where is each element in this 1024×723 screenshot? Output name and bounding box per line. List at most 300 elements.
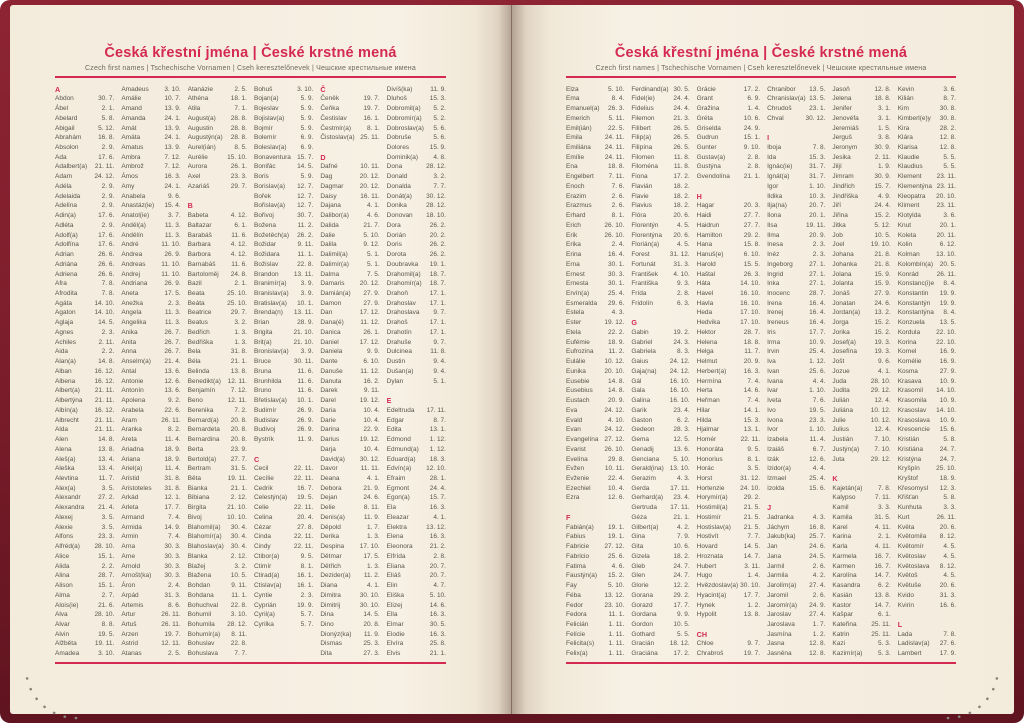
entry-date: 26. 7. (164, 328, 181, 336)
entry-name: Bořislav(a) (253, 202, 286, 210)
name-entry (566, 143, 624, 153)
entry-name: Koleta (897, 231, 917, 239)
name-entry (631, 377, 689, 387)
entry-date: 24. 1. (164, 182, 181, 190)
entry-name: Diana (320, 582, 338, 590)
entry-date: 14. 9. (164, 523, 181, 531)
name-entry (631, 357, 689, 367)
entry-name: Eufémie (566, 338, 590, 346)
name-entry (121, 581, 180, 591)
entry-date: 21. 1. (673, 513, 690, 521)
name-entry (121, 484, 180, 494)
entry-name: Blahomil(a) (187, 523, 221, 531)
entry-date: 21. 1. (429, 650, 446, 658)
entry-name: Darie (320, 416, 336, 424)
name-entry (55, 649, 114, 659)
entry-name: Apolena (121, 397, 146, 405)
entry-date: 27. 1. (809, 280, 826, 288)
entry-date: 20. 3. (743, 202, 761, 210)
entry-name: Hugo (696, 572, 713, 580)
entry-name: Gorazd (631, 601, 653, 609)
name-entry (121, 445, 180, 455)
entry-date: 16. 4. (809, 299, 826, 307)
entry-name: Ida (767, 153, 777, 161)
name-entry (55, 396, 114, 406)
name-entry (188, 289, 247, 299)
entry-name: Adelaida (55, 192, 81, 200)
entry-date: 5. 12. (98, 124, 115, 132)
entry-name: Hektor (696, 328, 716, 336)
name-entry (121, 406, 180, 416)
entry-name: Hagar (696, 202, 715, 210)
entry-name: Ezra (566, 494, 580, 502)
name-entry (832, 562, 890, 572)
entry-date: 1. 11. (608, 620, 625, 628)
entry-date: 11. 2. (363, 572, 380, 580)
entry-name: Bohuslav (187, 640, 215, 648)
entry-name: Gerald(ina) (631, 465, 664, 473)
name-entry (697, 601, 760, 611)
entry-name: Edmund(a) (386, 445, 419, 453)
entry-date: 29. 2. (743, 231, 761, 239)
entry-date: 7. 10. (874, 445, 891, 453)
entry-name: Bohuš (253, 85, 273, 93)
name-entry (631, 240, 689, 250)
entry-date: 6. 2. (676, 416, 690, 424)
entry-date: 5. 8. (943, 494, 956, 502)
entry-date: 28. 10. (94, 543, 115, 551)
entry-date: 7. 8. (878, 484, 891, 492)
entry-name: Gabriel (631, 338, 653, 346)
entry-name: Hynek (696, 601, 716, 609)
name-entry (121, 523, 180, 533)
entry-name: Krasomila (897, 397, 927, 405)
entry-name: Brenda(n) (253, 309, 283, 317)
entry-date: 5. 9. (300, 105, 314, 113)
name-entry (55, 474, 114, 484)
name-entry (320, 435, 379, 445)
name-entry (767, 455, 825, 465)
entry-name: Fabricie (566, 543, 590, 551)
name-entry (254, 396, 313, 406)
name-entry (697, 532, 760, 542)
name-entry (188, 124, 247, 134)
entry-date: 5. 8. (943, 436, 956, 444)
entry-date: 9. 9. (676, 611, 690, 619)
entry-date: 24. 11. (604, 153, 625, 161)
entry-name: Azariáš (187, 182, 210, 190)
entry-name: Brigita (253, 328, 273, 336)
name-entry (767, 581, 825, 591)
name-entry (898, 435, 956, 445)
entry-name: Bohdana (187, 591, 214, 599)
entry-date: 18. 9. (608, 338, 625, 346)
entry-name: Izaiáš (767, 445, 785, 453)
entry-date: 27. 12. (604, 543, 625, 551)
entry-date: 7. 1. (234, 105, 247, 113)
name-entry (832, 231, 890, 241)
name-entry (898, 328, 956, 338)
entry-name: Anita (121, 338, 137, 346)
entry-name: Kateřina (832, 620, 857, 628)
entry-name: Květuše (897, 582, 922, 590)
entry-name: Kunhuta (897, 504, 922, 512)
entry-date: 21. 1. (230, 484, 247, 492)
section-letter: J (767, 503, 772, 513)
name-entry (320, 162, 379, 172)
entry-name: Gita (631, 543, 644, 551)
entry-date: 13. 10. (936, 251, 956, 259)
name-entry (254, 367, 313, 377)
name-entry (566, 591, 624, 601)
entry-name: Chrudoš (767, 105, 792, 113)
entry-name: Jeremiáš (832, 124, 859, 132)
name-entry (121, 386, 180, 396)
name-entry (387, 630, 446, 640)
name-entry (387, 357, 446, 367)
entry-date: 3. 9. (300, 348, 314, 356)
entry-name: Konstantýna (897, 309, 934, 317)
entry-name: Bohuchval (187, 601, 219, 609)
entry-date: 26. 5. (673, 144, 690, 151)
name-entry (832, 357, 890, 367)
entry-name: Genciana (631, 455, 660, 463)
entry-date: 28. 8. (230, 114, 247, 122)
entry-name: Brit(a) (253, 338, 272, 346)
entry-name: Jindřiška (832, 192, 859, 200)
entry-date: 20. 9. (608, 397, 625, 405)
name-entry (254, 610, 313, 620)
name-entry (767, 445, 825, 455)
entry-date: 26. 11. (936, 513, 956, 521)
name-entry (697, 250, 760, 260)
entry-date: 11. 3. (164, 309, 181, 317)
entry-name: Darja (320, 445, 336, 453)
name-entry (387, 211, 446, 221)
entry-name: Beatrice (187, 309, 212, 317)
entry-name: Drahoslava (386, 309, 420, 317)
entry-name: Irvin (767, 348, 780, 356)
entry-date: 17. 11. (670, 484, 690, 492)
entry-name: Elena (386, 533, 404, 541)
entry-name: Abrahám (55, 134, 82, 142)
name-entry (188, 143, 247, 153)
entry-name: Armida (121, 523, 142, 531)
section-letter: I (767, 133, 770, 143)
entry-date: 27. 9. (874, 290, 891, 298)
entry-date: 4. 6. (367, 212, 380, 220)
entry-name: Emanuel(a) (566, 105, 600, 113)
entry-name: Beata (187, 290, 205, 298)
entry-name: Arnold (121, 562, 141, 570)
name-entry (898, 172, 956, 182)
entry-name: Bernardina (187, 436, 220, 444)
entry-name: Juliána (832, 406, 853, 414)
name-entry (898, 542, 956, 552)
name-entry (697, 328, 760, 338)
name-entry (188, 435, 247, 445)
entry-name: Blahoslav(a) (187, 543, 224, 551)
entry-date: 5. 11. (608, 114, 625, 122)
name-entry (320, 601, 379, 611)
entry-name: Dimitrij (320, 601, 341, 609)
name-entry (631, 250, 689, 260)
section-letter: L (897, 619, 903, 629)
name-entry (631, 464, 689, 474)
entry-date: 15. 9. (874, 280, 891, 288)
entry-name: Ivo (767, 406, 776, 414)
name-entry (697, 133, 760, 143)
entry-name: Cyprián (253, 601, 277, 609)
entry-name: Béla (187, 358, 201, 366)
entry-date: 13. 8. (230, 367, 247, 375)
name-entry (254, 357, 313, 367)
row-spacer (566, 503, 624, 513)
name-entry (387, 513, 446, 523)
entry-date: 15. 1. (98, 582, 115, 590)
name-entry (121, 318, 180, 328)
entry-name: Jenovéfa (832, 114, 859, 122)
name-entry (566, 455, 624, 465)
name-entry (320, 377, 379, 387)
entry-date: 19. 12. (359, 436, 380, 444)
entry-name: Eusebius (566, 387, 593, 395)
entry-date: 15. 2. (874, 212, 891, 220)
entry-name: Kašpar (832, 611, 853, 619)
name-entry (898, 455, 956, 465)
name-entry (55, 270, 114, 280)
entry-name: Jolanta (832, 280, 854, 288)
name-entry (121, 377, 180, 387)
entry-date: 16. 3. (429, 630, 446, 638)
name-entry (697, 396, 760, 406)
entry-name: Dona (386, 163, 403, 171)
entry-name: Dobromil(a) (386, 105, 421, 113)
name-entry (188, 211, 247, 221)
entry-name: Iva (767, 358, 776, 366)
name-entry (697, 562, 760, 572)
entry-date: 1. 11. (608, 640, 625, 648)
entry-date: 2. 5. (234, 85, 247, 93)
entry-name: Anabela (121, 192, 146, 200)
name-entry (55, 435, 114, 445)
entry-date: 9. 10. (743, 144, 761, 151)
entry-name: Drahuše (386, 338, 412, 346)
name-entry (188, 571, 247, 581)
entry-date: 1. 9. (878, 163, 891, 171)
name-entry (320, 513, 379, 523)
entry-date: 3. 5. (101, 513, 115, 521)
entry-name: Božidar (253, 241, 277, 249)
entry-date: 25. 4. (809, 474, 826, 482)
entry-name: Knut (897, 221, 912, 229)
entry-date: 18. 9. (939, 474, 956, 482)
name-entry (767, 532, 825, 542)
entry-name: Barabáš (187, 231, 212, 239)
name-entry (832, 172, 890, 182)
entry-name: Klementýna (897, 182, 933, 190)
entry-date: 24. 6. (809, 543, 826, 551)
entry-name: Jenifer (832, 105, 852, 113)
entry-name: Berta (187, 445, 204, 453)
name-entry (898, 377, 956, 387)
entry-date: 19. 9. (939, 290, 956, 298)
name-entry (631, 124, 689, 134)
name-entry (697, 386, 760, 396)
entry-date: 6. 2. (878, 582, 891, 590)
entry-date: 12. 7. (297, 202, 314, 210)
entry-name: Kevin (897, 85, 914, 93)
entry-name: Dalila (320, 241, 337, 249)
entry-date: 12. 5. (673, 436, 690, 444)
entry-name: Gracián (631, 640, 655, 648)
entry-name: Květoslava (897, 562, 930, 570)
entry-date: 17. 12. (359, 338, 380, 346)
entry-name: Antonie (121, 377, 144, 385)
entry-date: 24. 3. (673, 338, 690, 346)
name-entry (254, 338, 313, 348)
entry-name: Gertruda (631, 504, 657, 512)
name-entry (832, 328, 890, 338)
name-entry (832, 94, 890, 104)
entry-name: Dejan (320, 494, 338, 502)
entry-date: 10. 6. (743, 114, 761, 122)
entry-name: Eva (566, 406, 578, 414)
name-entry (320, 289, 379, 299)
entry-date: 27. 1. (809, 270, 826, 278)
entry-date: 7. 2. (234, 406, 247, 414)
entry-date: 31. 12. (740, 474, 761, 482)
entry-date: 9. 5. (747, 445, 761, 453)
entry-date: 3. 9. (300, 280, 314, 288)
name-entry (188, 318, 247, 328)
entry-name: Erika (566, 241, 581, 249)
name-entry (898, 289, 956, 299)
name-entry (121, 328, 180, 338)
entry-name: Gema (631, 436, 650, 444)
entry-date: 3. 1. (878, 114, 891, 122)
entry-name: Johana (832, 251, 854, 259)
entry-date: 5. 5. (676, 630, 690, 638)
entry-name: Filipína (631, 144, 653, 151)
entry-name: Brandon (253, 270, 279, 278)
entry-date: 12. 6. (608, 494, 625, 502)
entry-date: 16. 7. (874, 562, 891, 570)
entry-name: Graciána (631, 650, 658, 658)
entry-name: Gordana (631, 611, 657, 619)
name-entry (767, 396, 825, 406)
entry-date: 19. 7. (363, 105, 380, 113)
name-entry (566, 270, 624, 280)
entry-name: Gustav(a) (696, 153, 726, 161)
entry-date: 14. 5. (297, 163, 314, 171)
entry-date: 9. 7. (433, 309, 446, 317)
entry-name: Klotylda (897, 212, 921, 220)
entry-name: Athéna (187, 95, 209, 103)
name-entry (631, 299, 689, 309)
entry-name: Karmen (832, 562, 856, 570)
entry-date: 14. 5. (363, 611, 380, 619)
name-entry (254, 299, 313, 309)
entry-date: 15. 4. (164, 202, 181, 210)
entry-name: Herta (696, 387, 713, 395)
entry-name: Bořek (253, 192, 271, 200)
name-entry (697, 357, 760, 367)
entry-date: 7. 11. (608, 173, 625, 181)
entry-date: 11. 1. (608, 611, 625, 619)
entry-date: 5. 7. (300, 611, 314, 619)
entry-name: Agnes (55, 328, 74, 336)
entry-name: Eustach (566, 397, 590, 405)
name-entry (387, 484, 446, 494)
entry-date: 12. 7. (297, 192, 314, 200)
entry-date: 11. 3. (164, 319, 181, 327)
entry-date: 3. 5. (101, 484, 115, 492)
name-entry (832, 279, 890, 289)
name-entry (55, 377, 114, 387)
entry-date: 15. 10. (227, 153, 247, 161)
entry-name: Efraim (386, 474, 406, 482)
entry-name: Aurélie (187, 153, 208, 161)
entry-name: Ivona (767, 416, 783, 424)
name-entry (566, 299, 624, 309)
entry-date: 30. 1. (608, 280, 625, 288)
entry-name: Jiřina (832, 212, 848, 220)
entry-date: 19. 5. (98, 630, 115, 638)
entry-name: Alvin (55, 630, 70, 638)
entry-date: 9. 11. (297, 241, 314, 249)
entry-name: Kleopatra (897, 192, 926, 200)
name-entry (697, 416, 760, 426)
entry-date: 16. 3. (429, 504, 446, 512)
name-entry (898, 270, 956, 280)
entry-date: 10. 6. (673, 543, 690, 551)
entry-name: Afra (55, 280, 67, 288)
page-left-content (55, 5, 446, 714)
entry-date: 11. 4. (164, 436, 181, 444)
entry-date: 20. 6. (673, 212, 690, 220)
entry-name: Krasoslava (897, 416, 930, 424)
entry-name: Erina (566, 251, 582, 259)
entry-name: Haštal (696, 270, 716, 278)
entry-name: Chrabroš (696, 650, 724, 658)
name-entry (387, 425, 446, 435)
entry-date: 11. 9. (430, 85, 446, 93)
entry-name: Karina (832, 533, 852, 541)
page-title: Česká křestní jména | České krstné mená (614, 45, 908, 61)
entry-date: 1. 10. (809, 426, 826, 434)
entry-date: 28. 7. (809, 290, 826, 298)
name-entry (320, 416, 379, 426)
name-entry (631, 114, 689, 124)
entry-name: Ivar (767, 387, 778, 395)
entry-name: Barnabáš (187, 260, 216, 268)
entry-name: Alban (55, 367, 72, 375)
entry-name: Doris (386, 241, 402, 249)
entry-name: Gunter (696, 144, 717, 151)
entry-name: Aristid (121, 474, 140, 482)
entry-date: 21. 11. (94, 426, 115, 434)
entry-name: Jarmila (767, 572, 789, 580)
entry-date: 18. 7. (429, 270, 446, 278)
entry-name: Amát (121, 124, 137, 132)
name-entry (832, 523, 890, 533)
name-entry (898, 85, 956, 95)
entry-date: 7. 7. (433, 182, 446, 190)
entry-name: Kim (897, 105, 909, 113)
entry-name: Edita (386, 426, 402, 434)
entry-name: Jana (767, 552, 782, 560)
